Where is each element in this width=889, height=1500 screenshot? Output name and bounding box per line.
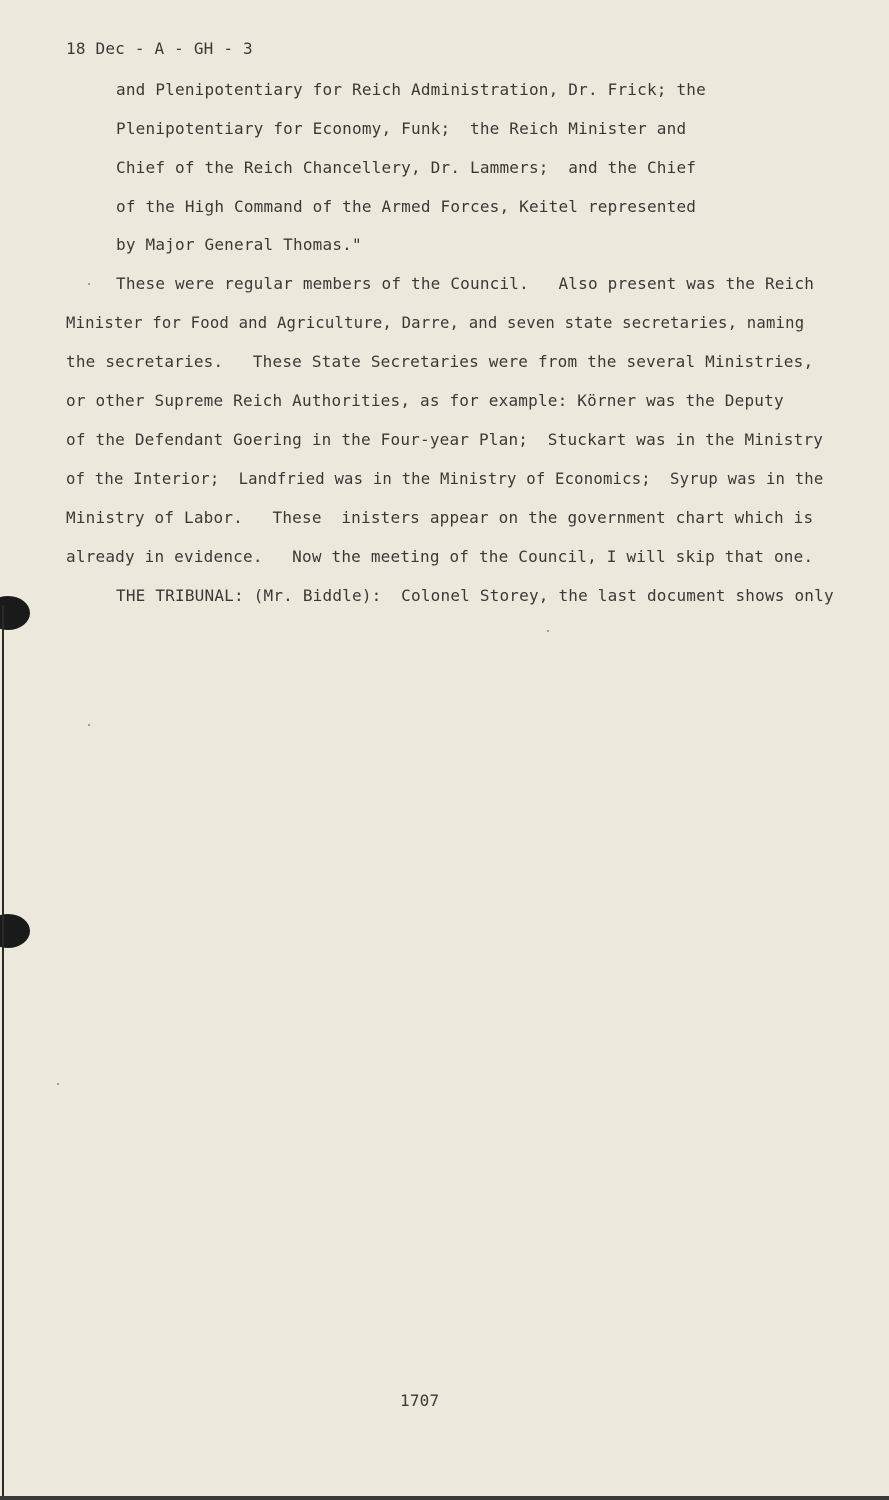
paper-speck [88,283,90,285]
punch-hole-bottom [0,914,30,948]
text-line-3: Chief of the Reich Chancellery, Dr. Lammers; and the Chief [116,158,697,177]
page-number: 1707 [400,1391,440,1410]
text-line-2: Plenipotentiary for Economy, Funk; the Reich Minister and [116,119,687,138]
paper-speck [547,630,549,632]
text-line-8: the secretaries. These State Secretaries were from the several Ministries, [66,352,814,371]
text-line-4: of the High Command of the Armed Forces, Keitel represented [116,197,697,216]
text-line-10: of the Defendant Goering in the Four-year Plan; Stuckart was in the Ministry [66,430,824,449]
punch-hole-top [0,596,30,630]
text-line-13: already in evidence. Now the meeting of the Council, I will skip that one. [66,547,814,566]
page-edge-shadow [2,605,4,1500]
text-line-7: Minister for Food and Agriculture, Darre, and seven state secretaries, naming [66,314,805,332]
page-header: 18 Dec - A - GH - 3 [66,39,253,58]
text-line-5: by Major General Thomas." [116,235,362,254]
paper-speck [57,1083,59,1085]
text-line-11: of the Interior; Landfried was in the Ministry of Economics; Syrup was in the [66,470,824,488]
text-line-1: and Plenipotentiary for Reich Administration, Dr. Frick; the [116,80,706,99]
paper-speck [88,724,90,726]
text-line-9: or other Supreme Reich Authorities, as for example: Körner was the Deputy [66,391,784,410]
page-bottom-edge [0,1496,889,1500]
text-line-14: THE TRIBUNAL: (Mr. Biddle): Colonel Storey, the last document shows only [116,586,834,605]
text-line-12: Ministry of Labor. These inisters appear on the government chart which is [66,508,814,527]
text-line-6: These were regular members of the Council. Also present was the Reich [116,274,815,293]
